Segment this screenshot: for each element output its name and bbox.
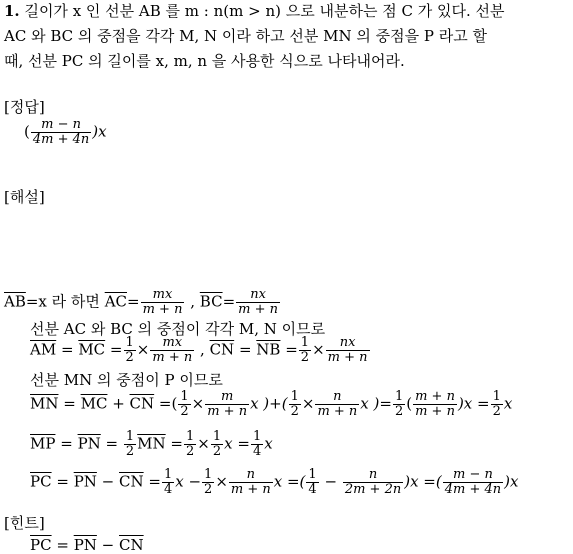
problem-text-1: 길이가 x 인 선분 AB 를 m : n(m > n) 으로 내분하는 점 C 가 있다. 선분 — [24, 2, 505, 20]
fraction — [343, 468, 403, 497]
fraction — [315, 390, 359, 419]
numerator: n — [368, 467, 378, 482]
text: = — [234, 340, 257, 359]
numerator: 1 — [163, 467, 173, 482]
segment-cn: $\overline{CN}$ — [209, 340, 235, 359]
numerator: 1 — [308, 467, 317, 482]
numerator: 1 — [186, 429, 195, 444]
segment-pc: $\overline{PC}$ — [30, 472, 52, 491]
denominator: m + n — [230, 482, 271, 497]
answer-heading: [정답] — [4, 98, 45, 116]
text: − — [319, 472, 342, 491]
text: = — [165, 434, 183, 453]
text: = — [143, 472, 161, 491]
denominator: 2 — [394, 404, 404, 419]
fraction — [306, 468, 318, 497]
text: )x = — [457, 394, 490, 413]
numerator: 1 — [180, 389, 189, 404]
answer-expression — [24, 118, 107, 147]
denominator: m + n — [415, 404, 455, 419]
denominator: m + n — [327, 350, 368, 365]
text: = — [55, 434, 78, 453]
segment-bc: $\overline{BC}$ — [199, 292, 223, 311]
numerator: mx — [152, 287, 173, 302]
segment-cn: $\overline{CN}$ — [129, 394, 155, 413]
text: × — [215, 472, 228, 491]
fraction — [299, 336, 311, 365]
hint-expression — [30, 536, 144, 554]
fraction — [491, 390, 503, 419]
denominator: 2 — [125, 444, 135, 459]
numerator: 1 — [125, 429, 135, 444]
answer-denominator: 4m + 4n — [32, 132, 90, 147]
text: , — [200, 340, 205, 359]
numerator: nx — [250, 287, 266, 302]
denominator: 2 — [212, 444, 222, 459]
numerator: 1 — [204, 467, 213, 482]
segment-pc: $\overline{PC}$ — [30, 536, 52, 554]
segment-pn: $\overline{PN}$ — [73, 536, 97, 554]
explanation-line-4: 선분 MN 의 중점이 P 이므로 — [30, 371, 223, 389]
text: x — [264, 434, 273, 453]
numerator: 1 — [492, 389, 501, 404]
explanation-line-5 — [30, 390, 512, 419]
text: , — [190, 292, 195, 311]
fraction — [211, 430, 223, 459]
text: + — [107, 394, 130, 413]
numerator: m − n — [452, 467, 493, 482]
denominator: 2 — [180, 404, 189, 419]
numerator: nx — [339, 335, 356, 350]
numerator: m + n — [415, 389, 455, 404]
text: × — [136, 340, 150, 359]
denominator: m + n — [238, 302, 278, 317]
text: = — [222, 292, 236, 311]
text: = — [127, 292, 140, 311]
text: =x 라 하면 — [25, 292, 100, 311]
segment-mc: $\overline{MC}$ — [80, 394, 108, 413]
numerator: n — [333, 389, 342, 404]
denominator: 2 — [125, 350, 134, 365]
denominator: 4 — [163, 482, 173, 497]
text: x )= — [360, 394, 392, 413]
text: − — [96, 472, 120, 491]
fraction — [229, 468, 273, 497]
text: = — [100, 434, 123, 453]
text: x − — [175, 472, 202, 491]
hint-heading: [힌트] — [4, 514, 45, 532]
segment-pn: $\overline{PN}$ — [77, 434, 101, 453]
fraction — [205, 390, 249, 419]
fraction — [124, 430, 136, 459]
denominator: 2 — [300, 350, 310, 365]
denominator: m + n — [152, 350, 193, 365]
answer-post: )x — [92, 122, 107, 141]
text: × — [312, 340, 325, 359]
fraction — [326, 336, 370, 365]
fraction — [124, 336, 136, 365]
text: = — [58, 394, 81, 413]
explanation-heading: [해설] — [4, 188, 45, 206]
segment-pn: $\overline{PN}$ — [73, 472, 97, 491]
numerator: 1 — [300, 335, 310, 350]
numerator: 1 — [252, 429, 262, 444]
numerator: m — [220, 389, 234, 404]
text: = — [51, 536, 74, 554]
segment-cn: $\overline{CN}$ — [119, 536, 144, 554]
text: =( — [154, 394, 178, 413]
text: − — [96, 536, 120, 554]
segment-nb: $\overline{NB}$ — [256, 340, 281, 359]
text: ( — [406, 394, 413, 413]
fraction — [413, 390, 457, 419]
denominator: m + n — [207, 404, 248, 419]
text: × — [301, 394, 315, 413]
problem-line-3: 때, 선분 PC 의 길이를 x, m, n 을 사용한 식으로 나타내어라. — [4, 52, 405, 70]
text: = — [51, 472, 74, 491]
text: x = — [224, 434, 250, 453]
explanation-line-1 — [4, 288, 281, 317]
explanation-line-6 — [30, 430, 273, 459]
segment-cn: $\overline{CN}$ — [119, 472, 144, 491]
fraction — [289, 390, 301, 419]
fraction — [178, 390, 190, 419]
text: × — [197, 434, 210, 453]
numerator: 1 — [212, 429, 222, 444]
numerator: 1 — [125, 335, 134, 350]
numerator: 1 — [290, 389, 299, 404]
denominator: 4 — [308, 482, 317, 497]
denominator: m + n — [317, 404, 358, 419]
denominator: 2 — [492, 404, 501, 419]
text: = — [56, 340, 79, 359]
text: x )+( — [250, 394, 288, 413]
explanation-line-7 — [30, 468, 518, 497]
fraction — [443, 468, 503, 497]
answer-fraction — [31, 118, 91, 147]
text: x =( — [273, 472, 306, 491]
fraction — [393, 390, 405, 419]
problem-line-2: AC 와 BC 의 중점을 각각 M, N 이라 하고 선분 MN 의 중점을 P 라고 할 — [4, 27, 488, 45]
denominator: m + n — [142, 302, 183, 317]
text: x — [503, 394, 513, 413]
text: = — [280, 340, 298, 359]
text: × — [191, 394, 205, 413]
segment-am: $\overline{AM}$ — [30, 340, 57, 359]
segment-ab: $\overline{AB}$ — [4, 292, 26, 311]
numerator: 1 — [394, 389, 404, 404]
explanation-line-2: 선분 AC 와 BC 의 중점이 각각 M, N 이므로 — [30, 320, 326, 338]
fraction — [251, 430, 263, 459]
denominator: 2m + 2n — [344, 482, 402, 497]
text: = — [105, 340, 123, 359]
problem-line-1 — [4, 2, 504, 20]
segment-mp: $\overline{MP}$ — [30, 434, 56, 453]
fraction — [184, 430, 196, 459]
denominator: 4 — [252, 444, 262, 459]
fraction — [141, 288, 185, 317]
numerator: mx — [162, 335, 183, 350]
fraction — [150, 336, 194, 365]
numerator: n — [246, 467, 256, 482]
segment-mc: $\overline{MC}$ — [78, 340, 106, 359]
answer-pre: ( — [24, 122, 30, 141]
fraction — [162, 468, 174, 497]
text: )x — [504, 472, 519, 491]
problem-number: 1. — [4, 2, 20, 20]
segment-ac: $\overline{AC}$ — [104, 292, 127, 311]
explanation-line-3 — [30, 336, 371, 365]
denominator: 2 — [186, 444, 195, 459]
denominator: 2 — [204, 482, 213, 497]
text: )x =( — [404, 472, 442, 491]
answer-numerator: m − n — [41, 117, 81, 132]
denominator: 2 — [290, 404, 299, 419]
denominator: 4m + 4n — [444, 482, 502, 497]
fraction — [202, 468, 214, 497]
segment-mn: $\overline{MN}$ — [30, 394, 59, 413]
segment-mn: $\overline{MN}$ — [137, 434, 166, 453]
fraction — [236, 288, 280, 317]
